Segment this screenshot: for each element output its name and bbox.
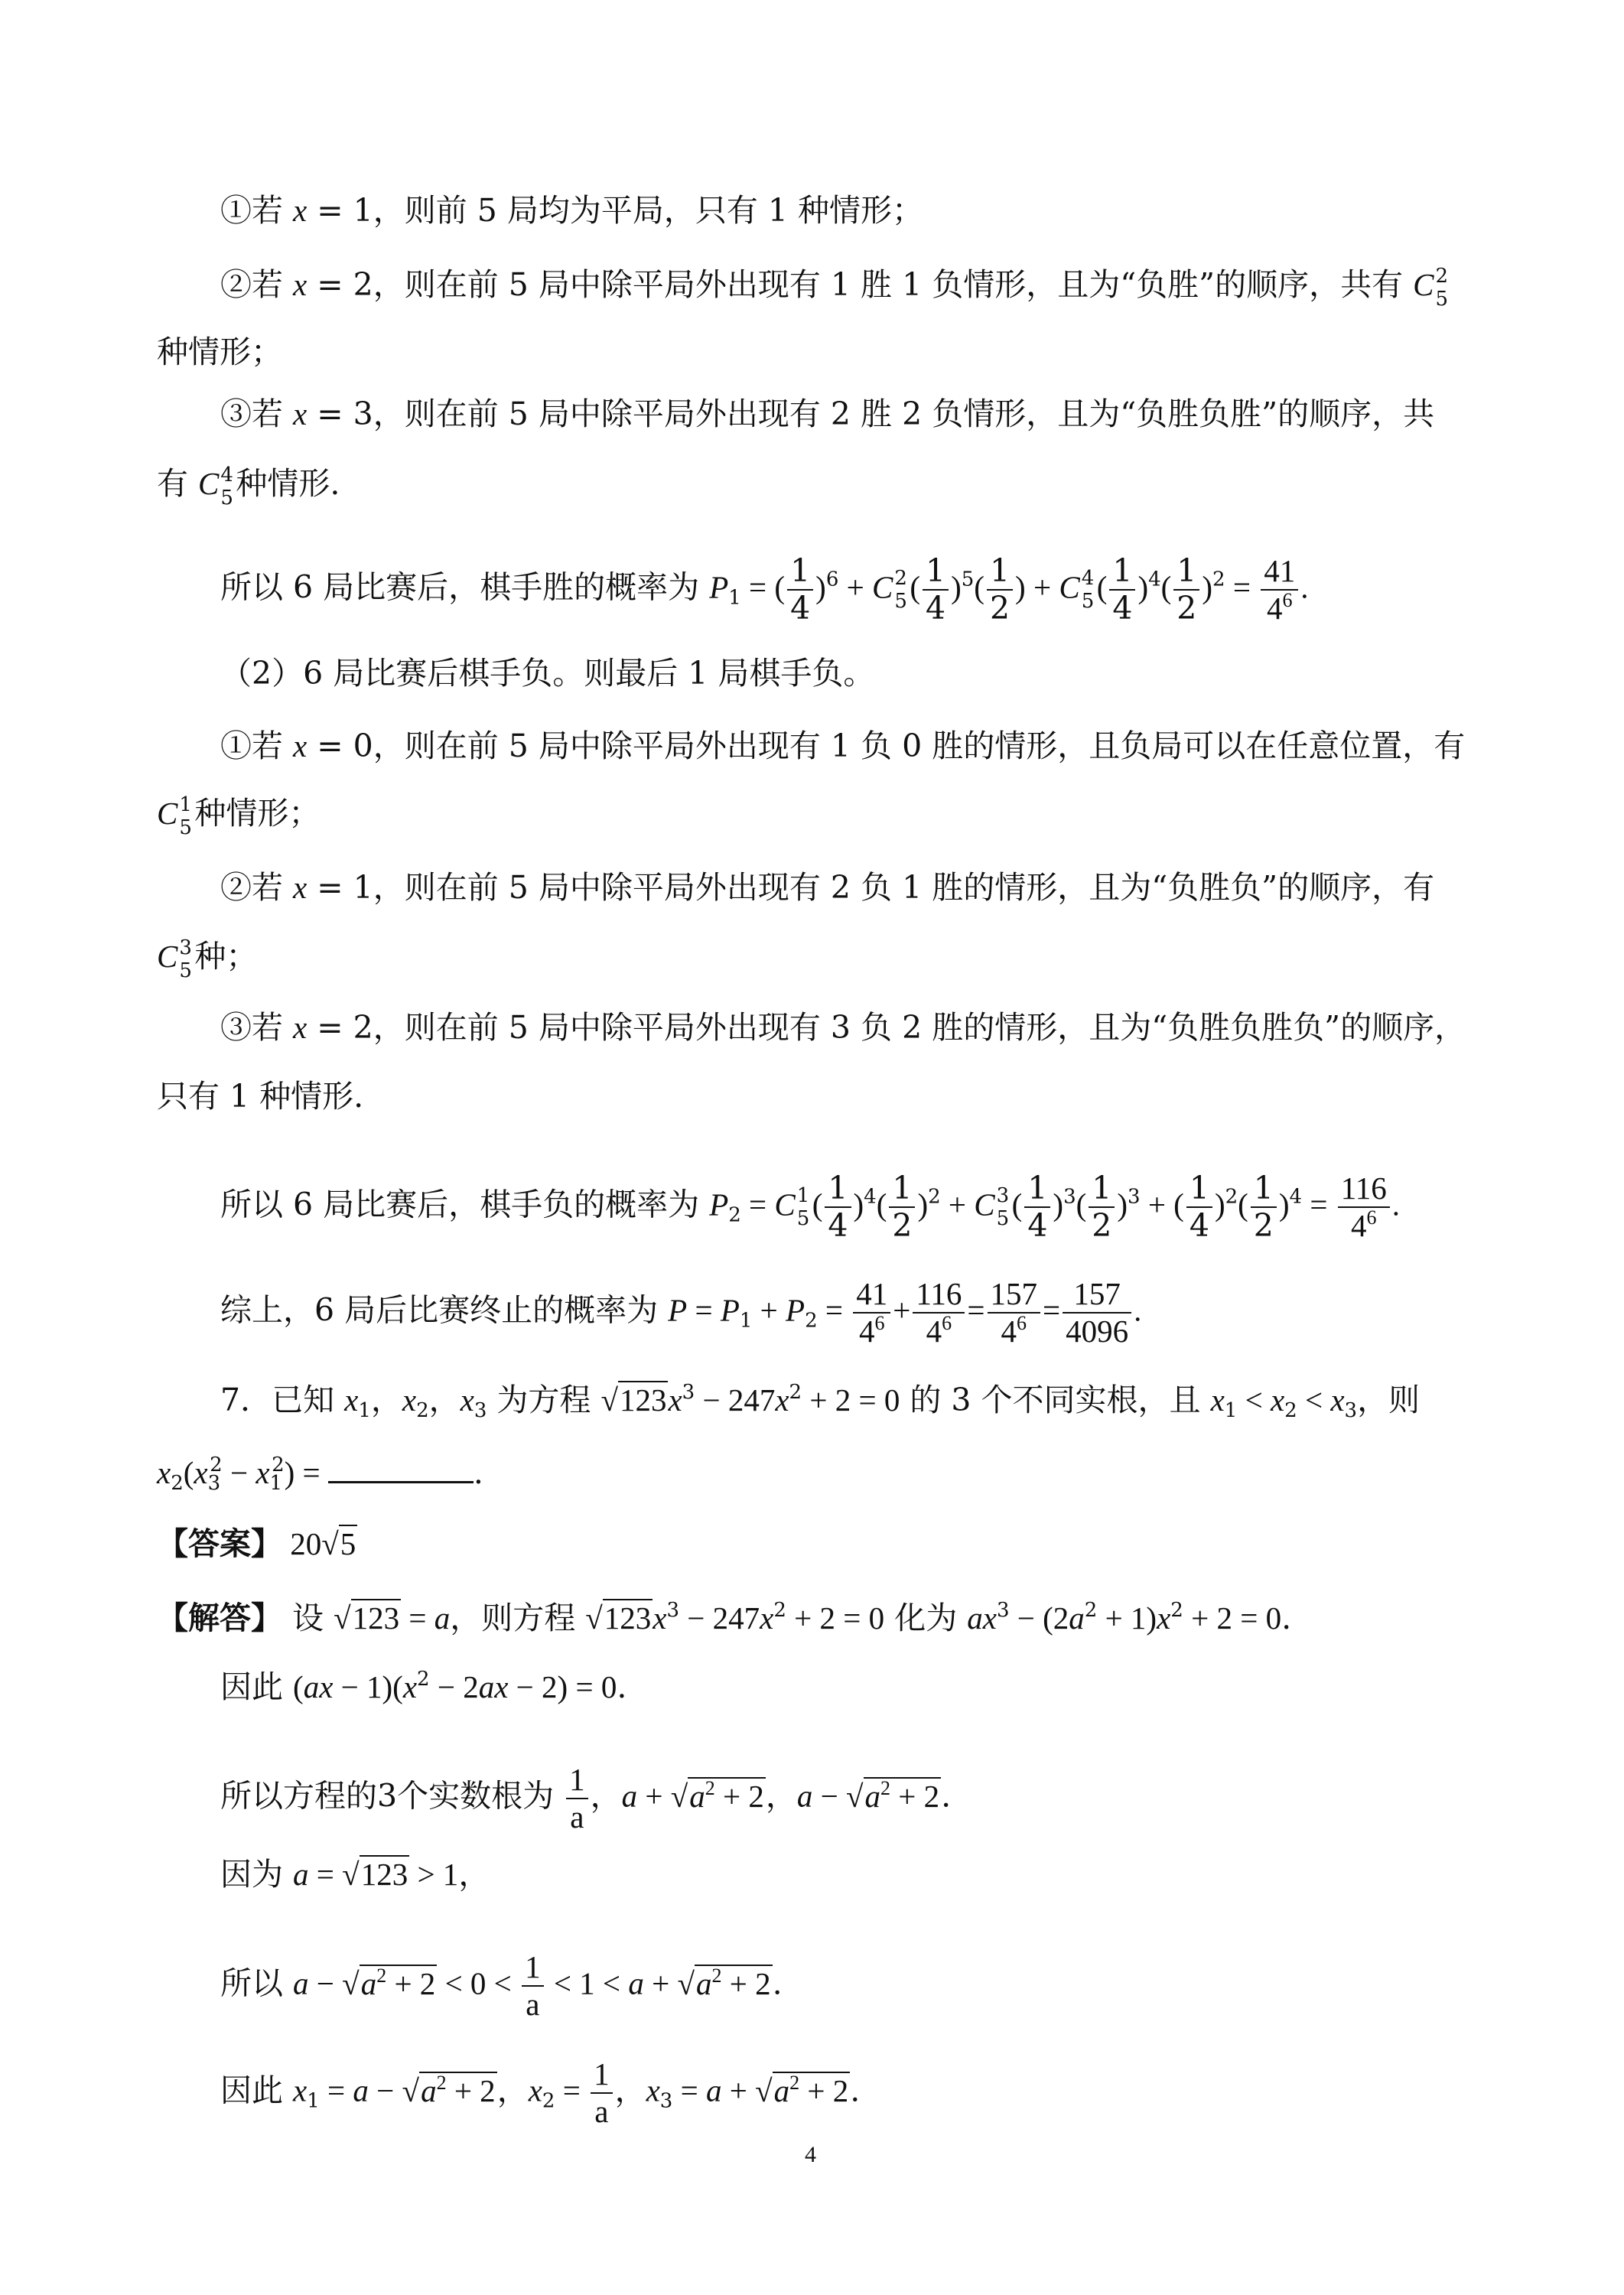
case-lose-x0-cont: C 1 5 种情形； <box>157 793 321 839</box>
problem-7-statement: 7．已知 $x_1$，$x_2$，$x_3$ 为方程 $√123x^3 - 247x^2 + 2 = 0$ 的 3 个不同实根，且 $x_1 < x_2 < x_3$，则 <box>220 1381 1421 1422</box>
solution-roots: 所以方程的3个实数根为 $\frac{1}{a}$ ，$a + √a^2 + 2$，$a - √a^2 + 2$. <box>220 1762 952 1835</box>
case-lose-x1-cont: C 3 5 种； <box>157 936 258 982</box>
solution-root-values: 因此 $x_1 = a - √a^2 + 2$，$x_2$ = $\frac{1}{a}$ ，$x_3 = a + √a^2 + 2$. <box>220 2056 861 2130</box>
problem-7-question: $x_2(x_3^2 - x_1^2)$ = . <box>157 1454 483 1495</box>
total-prob-formula: 综上，6 局后比赛终止的概率为 $P = P_1 + P_2$ = $\frac{41}{4^6}$ + $\frac{116}{4^6}$ = $\frac{157}{4^6}$ = $\frac{157}{4096}$ . <box>220 1276 1142 1349</box>
case-lose-x2: ③若 x = 2，则在前 5 局中除平局外出现有 3 负 2 胜的情形，且为“负胜负胜负”的顺序， <box>220 1009 1466 1046</box>
case-win-x2: ②若 x = 2，则在前 5 局中除平局外出现有 1 胜 1 负情形，且为“负胜”的顺序，共有 C 2 5 <box>220 264 1449 311</box>
case-win-x3: ③若 x = 3，则在前 5 局中除平局外出现有 2 胜 2 负情形，且为“负胜负胜”的顺序，共 <box>220 396 1435 432</box>
answer-blank <box>328 1458 474 1483</box>
case-win-x3-cont: 有 C 4 5 种情形. <box>157 463 340 509</box>
prob-lose-formula: 所以 6 局比赛后，棋手负的概率为 $P_2 = C$ 1 5 ( $\frac{1}{4}$ )$^4$( $\frac{1}{2}$ )$^2$ + C 3 5 ( $\frac{1}{4}$ )$^3$( $\frac{1}{2}$ )$^3$ + ( $\frac{1}{4}$ )$^2$( $\frac{1}{2}$ )$^4$ = $\frac{116}{4^6}$ . <box>220 1170 1400 1245</box>
section-2-heading: （2）6 局比赛后棋手负。则最后 1 局棋手负。 <box>220 655 875 692</box>
answer-line: 【答案】 20√5 <box>157 1525 356 1562</box>
case-lose-x0: ①若 x = 0，则在前 5 局中除平局外出现有 1 负 0 胜的情形，且负局可以在任意位置，有 <box>220 728 1466 764</box>
solution-line-1: 【解答】 设 √123 = a，则方程 $√123x^3 - 247x^2 + 2 = 0$ 化为 $ax^3 - (2a^2 + 1)x^2 + 2 = 0$. <box>157 1599 1292 1636</box>
case-win-x2-cont: 种情形； <box>157 334 282 370</box>
solution-factorization: 因此 $(ax - 1)(x^2 - 2ax - 2) = 0$. <box>220 1668 627 1705</box>
case-lose-x1: ②若 x = 1，则在前 5 局中除平局外出现有 2 负 1 胜的情形，且为“负胜负”的顺序，有 <box>220 869 1435 906</box>
case-win-x1: ①若 x = 1，则前 5 局均为平局，只有 1 种情形； <box>220 192 924 229</box>
prob-win-formula: 所以 6 局比赛后，棋手胜的概率为 $P_1$ = ( $\frac{1}{4}$ )$^6$ + C 2 5 ( $\frac{1}{4}$ )$^5$( $\frac{1}{2}$ ) + C 4 5 ( $\frac{1}{4}$ )$^4$( $\frac{1}{2}$ )$^2$ = $\frac{41}{4^6}$ . <box>220 552 1309 627</box>
solution-inequality: 所以 $a - √a^2 + 2 < 0$ < $\frac{1}{a}$ < $1 < a + √a^2 + 2$. <box>220 1949 783 2023</box>
solution-a-gt-1: 因为 a = √123 > 1， <box>220 1856 490 1893</box>
case-lose-x2-cont: 只有 1 种情形. <box>157 1078 364 1115</box>
page-number: 4 <box>805 2142 816 2167</box>
